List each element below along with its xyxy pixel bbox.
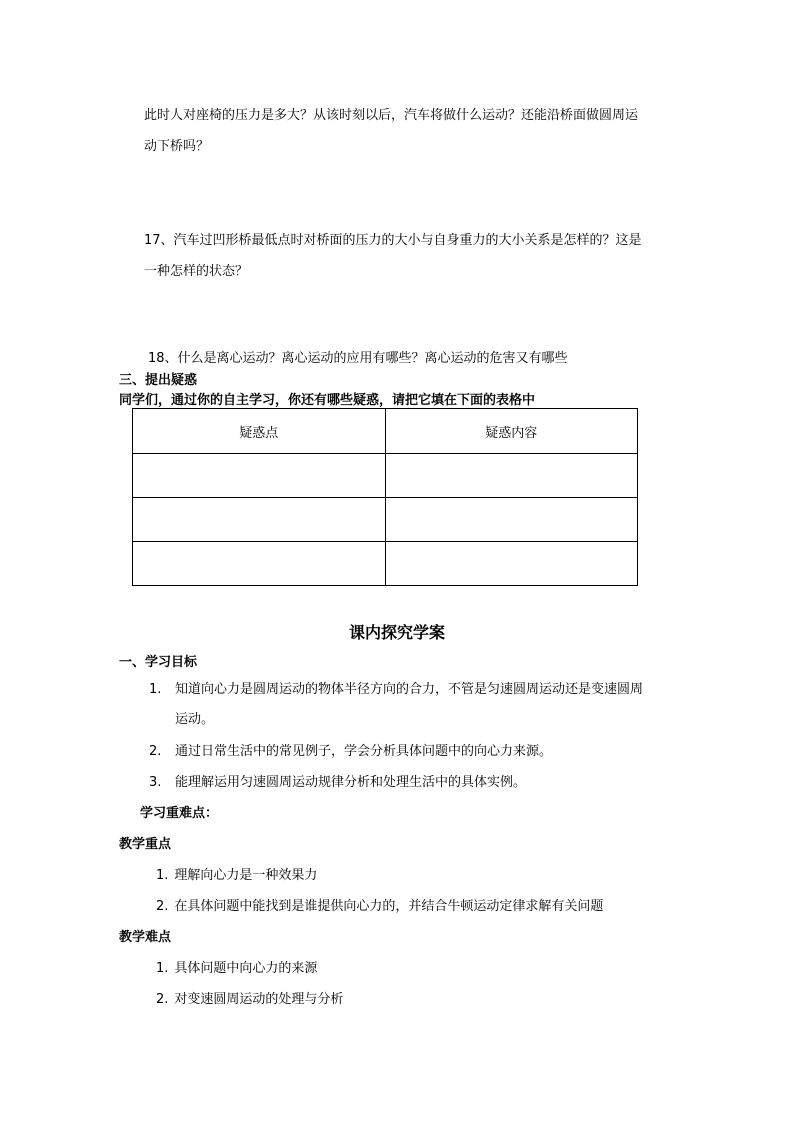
- difficult-point-text: 具体问题中向心力的来源: [174, 961, 318, 976]
- difficult-point-number: 1.: [156, 961, 169, 976]
- goal-text: 能理解运用匀速圆周运动规律分析和处理生活中的具体实例。: [175, 775, 527, 790]
- key-difficult-heading: 学习重难点：: [140, 806, 219, 821]
- goal-number: 3.: [149, 775, 162, 790]
- goals-heading: 一、学习目标: [119, 655, 198, 670]
- table-cell[interactable]: [385, 498, 638, 542]
- difficult-point-number: 2.: [156, 992, 169, 1007]
- table-header-row: [133, 409, 638, 454]
- table-header-content: 疑惑内容: [385, 409, 638, 454]
- q17-line2: 一种怎样的状态？: [144, 264, 249, 279]
- table-header-point: 疑惑点: [133, 409, 386, 454]
- goal-item-2: [149, 740, 552, 759]
- key-point-2: [156, 895, 603, 914]
- table-cell[interactable]: [385, 542, 638, 586]
- goal-text: 通过日常生活中的常见例子，学会分析具体问题中的向心力来源。: [175, 744, 553, 759]
- key-point-text: 在具体问题中能找到是谁提供向心力的，并结合牛顿运动定律求解有关问题: [174, 899, 604, 914]
- table-cell[interactable]: [133, 498, 386, 542]
- key-point-text: 理解向心力是一种效果力: [174, 868, 318, 883]
- goal-item-1: [149, 678, 643, 697]
- goal-text: 知道向心力是圆周运动的物体半径方向的合力，不管是匀速圆周运动还是变速圆周: [175, 682, 644, 697]
- doubts-instruction: 同学们，通过你的自主学习，你还有哪些疑惑，请把它填在下面的表格中: [119, 393, 536, 408]
- goal-item-3: [149, 771, 526, 790]
- table-cell[interactable]: [385, 454, 638, 498]
- q17-line1: 17、汽车过凹形桥最低点时对桥面的压力的大小与自身重力的大小关系是怎样的？这是: [144, 233, 642, 248]
- lesson-title: 课内探究学案: [348, 623, 445, 642]
- q16-line2: 动下桥吗？: [144, 139, 210, 154]
- table-row: [133, 454, 638, 498]
- key-point-number: 1.: [156, 868, 169, 883]
- doubts-heading: 三、提出疑惑: [119, 373, 198, 388]
- goal-number: 1.: [149, 682, 162, 697]
- doubts-table: [132, 408, 638, 586]
- goal-item-1-cont: 运动。: [175, 712, 215, 727]
- table-row: [133, 498, 638, 542]
- key-point-number: 2.: [156, 899, 169, 914]
- key-point-1: [156, 864, 317, 883]
- q18: 18、什么是离心运动？离心运动的应用有哪些？离心运动的危害又有哪些: [148, 351, 568, 366]
- goal-number: 2.: [149, 744, 162, 759]
- q16-line1: 此时人对座椅的压力是多大？从该时刻以后，汽车将做什么运动？还能沿桥面做圆周运: [144, 108, 639, 123]
- difficult-point-1: [156, 957, 317, 976]
- table-cell[interactable]: [133, 454, 386, 498]
- difficult-point-text: 对变速圆周运动的处理与分析: [174, 992, 344, 1007]
- table-row: [133, 542, 638, 586]
- key-heading: 教学重点: [119, 837, 172, 852]
- table-cell[interactable]: [133, 542, 386, 586]
- difficult-heading: 教学难点: [119, 930, 172, 945]
- difficult-point-2: [156, 988, 343, 1007]
